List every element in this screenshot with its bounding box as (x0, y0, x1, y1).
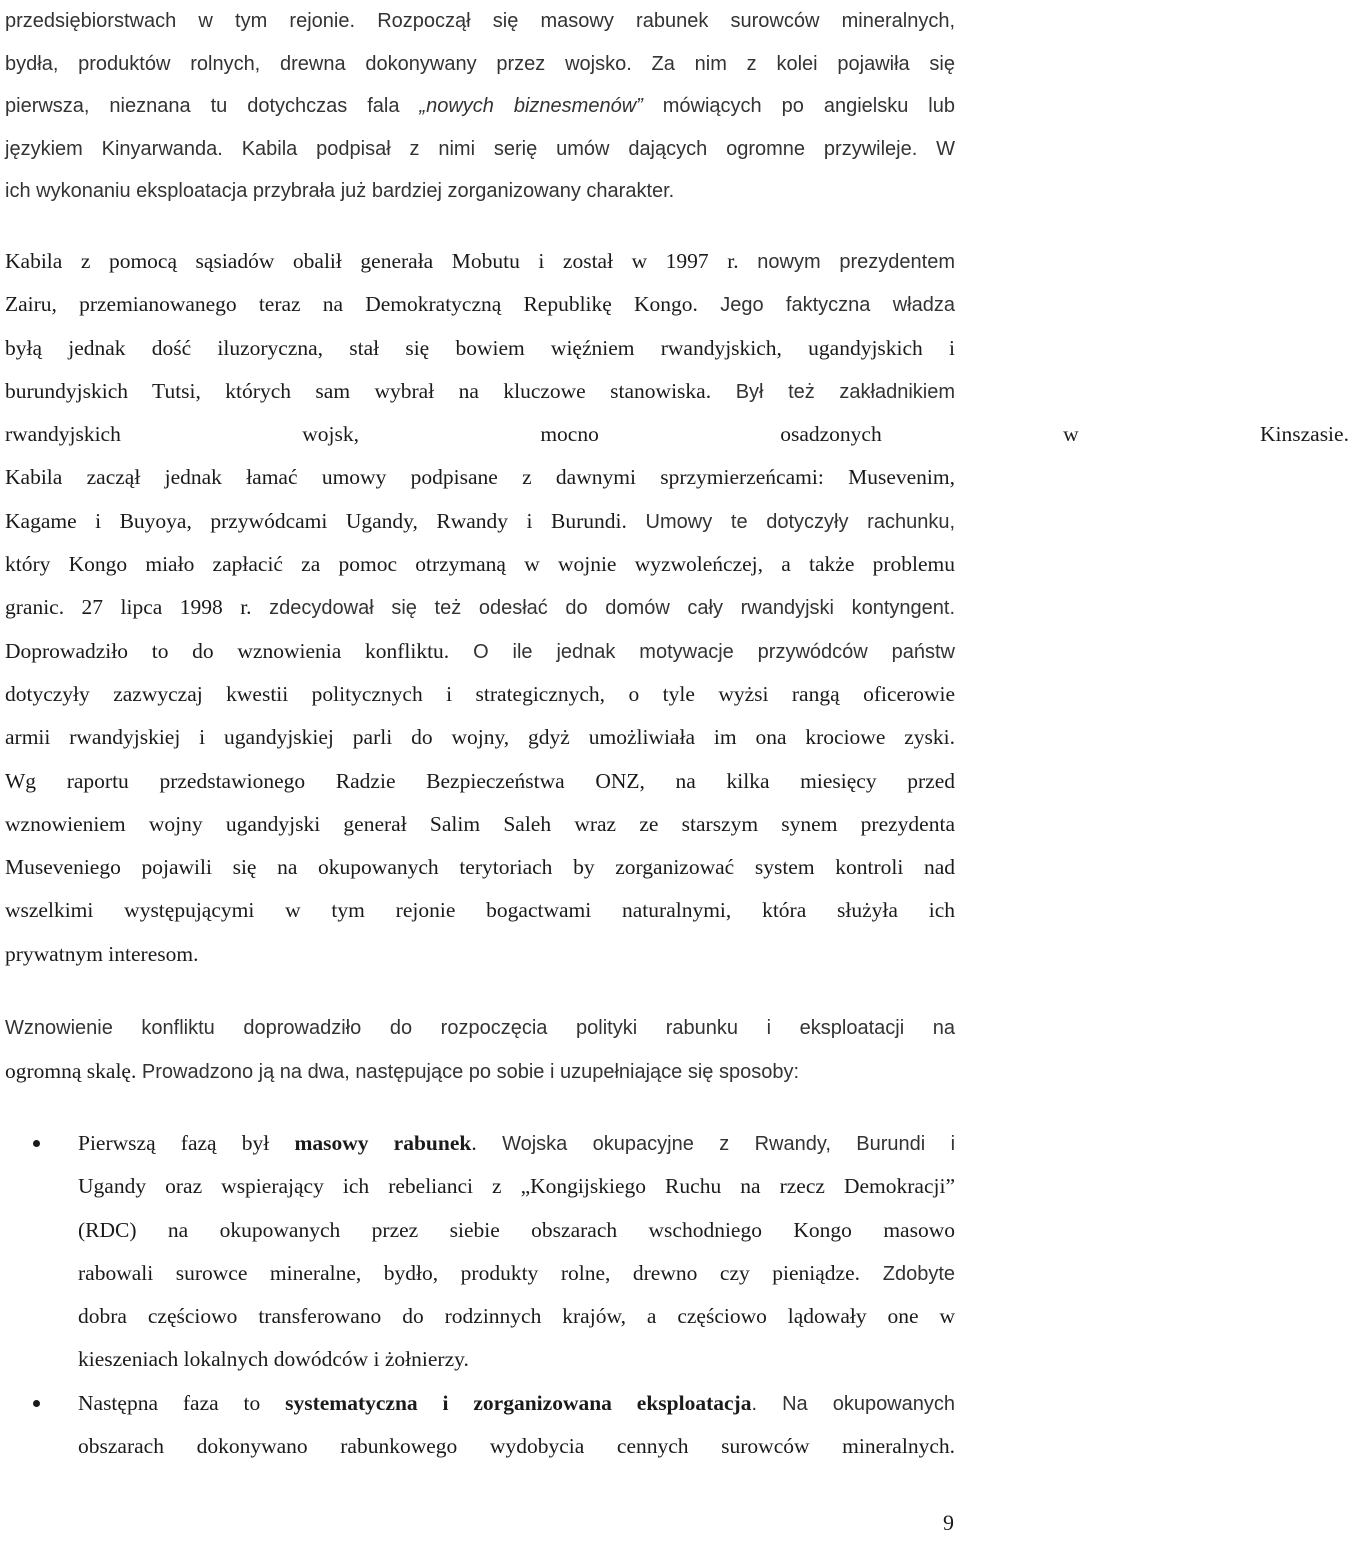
text-segment: Był też zakładnikiem (711, 380, 955, 403)
text-line: kieszeniach lokalnych dowódców i żołnierzy. (78, 1347, 469, 1372)
text-line (5, 240, 955, 283)
text-segment: Zdobyte (860, 1262, 955, 1285)
text-line: Wg raportu przedstawionego Radzie Bezpieczeństwa ONZ, na kilka miesięcy przed (5, 768, 955, 793)
bullet-icon (33, 1140, 40, 1147)
bullet-icon (33, 1400, 40, 1407)
text-line (5, 500, 955, 543)
text-line: armii rwandyjskiej i ugandyjskiej parli do wojny, gdyż umożliwiała im ona krociowe zyski. (5, 725, 955, 750)
text-line (5, 630, 955, 673)
bold-phrase: masowy rabunek (294, 1131, 472, 1155)
italic-phrase: „nowych biznesmenów” (419, 95, 643, 118)
paragraph-1 (5, 0, 955, 213)
text-segment: Doprowadziło to do wznowienia konfliktu. (5, 638, 450, 663)
bullet-list (0, 1122, 960, 1468)
list-item (0, 1382, 955, 1469)
text-segment: burundyjskich Tutsi, których sam wybrał na kluczowe stanowiska. (5, 378, 712, 403)
text-line: językiem Kinyarwanda. Kabila podpisał z nimi serię umów dających ogromne przywileje. W (5, 137, 955, 160)
text-segment: Jego faktyczna władza (697, 294, 955, 317)
text-line: wznowieniem wojny ugandyjski generał Salim Saleh wraz ze starszym synem prezydenta (5, 811, 955, 836)
text-line: Kabila zaczął jednak łamać umowy podpisane z dawnymi sprzymierzeńcami: Musevenim, (5, 465, 955, 490)
paragraph-3 (5, 1007, 955, 1093)
list-item (0, 1122, 955, 1382)
text-line: rwandyjskich wojsk, mocno osadzonych w Kinszasie. (5, 422, 1349, 447)
text-line: przedsiębiorstwach w tym rejonie. Rozpoczął się masowy rabunek surowców mineralnych, (5, 10, 955, 32)
text-line: Museveniego pojawili się na okupowanych terytoriach by zorganizować system kontroli nad (5, 855, 955, 880)
text-segment: Prowadzono ją na dwa, następujące po sobie i uzupełniające się sposoby: (136, 1061, 800, 1083)
text-line (78, 1382, 955, 1425)
text-line (5, 370, 955, 413)
paragraph-2 (5, 240, 1349, 976)
text-line (78, 1122, 955, 1165)
text-line: bydła, produktów rolnych, drewna dokonywany przez wojsko. Za nim z kolei pojawiła się (5, 52, 955, 75)
text-line: dotyczyły zazwyczaj kwestii politycznych i strategicznych, o tyle wyżsi rangą oficerowie (5, 681, 955, 706)
text-segment: granic. 27 lipca 1998 r. (5, 595, 252, 620)
text-segment: pierwsza, nieznana tu dotychczas fala (5, 95, 420, 118)
text-line: Ugandy oraz wspierający ich rebelianci z „Kongijskiego Ruchu na rzecz Demokracji” (78, 1174, 955, 1199)
text-segment: nowym prezydentem (738, 251, 955, 273)
text-line: dobra częściowo transferowano do rodzinnych krajów, a częściowo lądowały one w (78, 1304, 955, 1329)
text-line (5, 85, 955, 128)
text-segment: Kagame i Buyoya, przywódcami Ugandy, Rwandy i Burundi. (5, 508, 627, 533)
text-line: wszelkimi występującymi w tym rejonie bogactwami naturalnymi, która służyła ich (5, 898, 955, 923)
text-segment: zdecydował się też odesłać do domów cały rwandyjski kontyngent. (251, 597, 955, 620)
text-line: który Kongo miało zapłacić za pomoc otrzymaną w wojnie wyzwoleńczej, a także problemu (5, 552, 955, 577)
text-segment: O ile jednak motywacje przywódców państw (449, 640, 955, 663)
text-segment: Zairu, przemianowanego teraz na Demokratyczną Republikę Kongo. (5, 292, 698, 317)
text-segment: mówiących po angielsku lub (642, 95, 955, 118)
text-segment: Umowy te dotyczyły rachunku, (626, 510, 956, 533)
text-segment: Kabila z pomocą sąsiadów obalił generała Mobutu i został w 1997 r. (5, 249, 739, 273)
page-number: 9 (943, 1510, 954, 1535)
text-line: prywatnym interesom. (5, 941, 199, 966)
text-segment: Pierwszą fazą był (78, 1131, 295, 1155)
text-line: (RDC) na okupowanych przez siebie obszarach wschodniego Kongo masowo (78, 1217, 955, 1242)
text-segment: rabowali surowce mineralne, bydło, produkty rolne, drewno czy pieniądze. (78, 1260, 861, 1285)
text-line (5, 283, 955, 326)
text-line (78, 1252, 955, 1295)
bold-phrase: systematyczna i zorganizowana eksploatacja (285, 1390, 752, 1415)
text-line: ich wykonaniu eksploatacja przybrała już bardziej zorganizowany charakter. (5, 180, 675, 203)
text-segment: Następna faza to (78, 1390, 286, 1415)
text-line: obszarach dokonywano rabunkowego wydobycia cennych surowców mineralnych. (78, 1434, 955, 1459)
text-segment: . Na okupowanych (751, 1392, 955, 1415)
text-line (5, 1050, 955, 1093)
text-line (5, 586, 955, 629)
text-line: Wznowienie konfliktu doprowadziło do rozpoczęcia polityki rabunku i eksploatacji na (5, 1017, 955, 1039)
text-segment: Wojska okupacyjne z Rwandy, Burundi i (476, 1133, 956, 1155)
text-line: byłą jednak dość iluzoryczna, stał się bowiem więźniem rwandyjskich, ugandyjskich i (5, 335, 955, 360)
text-segment: ogromną skalę. (5, 1059, 137, 1083)
text-segment: . (471, 1131, 477, 1155)
